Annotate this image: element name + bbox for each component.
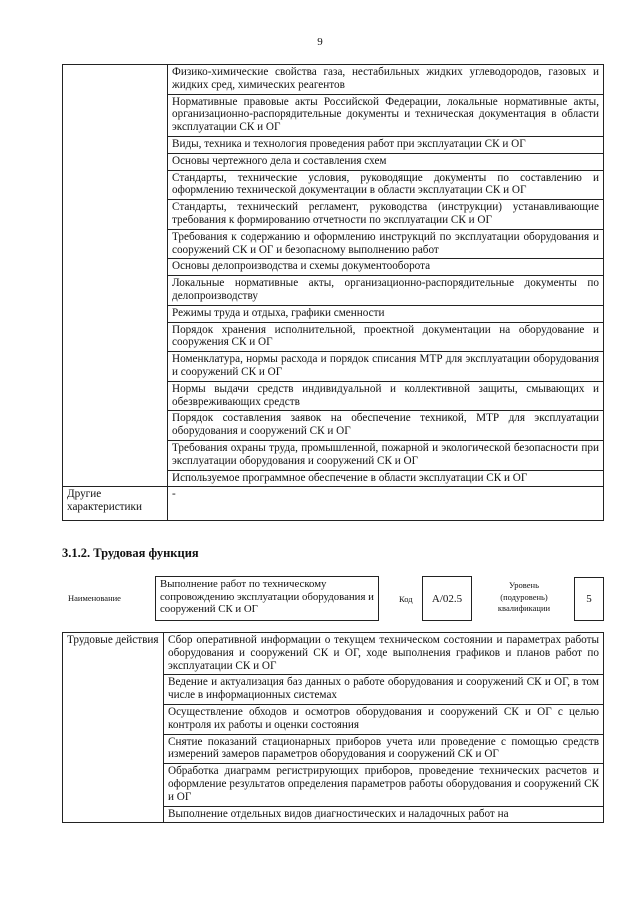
table-cell: Требования к содержанию и оформлению инструкций по эксплуатации оборудования и сооружений СК и ОГ и безопасному выполнению работ	[168, 229, 604, 259]
table-cell: Стандарты, технические условия, руководящие документы по составлению и оформлению технической документации в области эксплуатации СК и ОГ	[168, 170, 604, 200]
table-cell: Номенклатура, нормы расхода и порядок списания МТР для эксплуатации оборудования и сооружений СК и ОГ	[168, 352, 604, 382]
table-row	[63, 440, 604, 470]
table-row	[63, 633, 604, 675]
other-characteristics-value: -	[168, 487, 604, 521]
table-cell: Режимы труда и отдыха, графики сменности	[168, 305, 604, 322]
table-cell: Осуществление обходов и осмотров оборудования и сооружений СК и ОГ с целью контроля их работы и оценки состояния	[164, 704, 604, 734]
table-cell: Обработка диаграмм регистрирующих приборов, проведение технических расчетов и оформление результатов определения параметров работы оборудования и сооружений СК и ОГ	[164, 764, 604, 806]
table-row	[63, 229, 604, 259]
table-row	[63, 322, 604, 352]
qualification-level-label: Уровень (подуровень) квалификации	[497, 580, 551, 613]
labor-actions-table	[62, 632, 604, 823]
function-name-box: Выполнение работ по техническому сопровождению эксплуатации оборудования и сооружений СК и ОГ	[155, 576, 379, 621]
table-cell: Выполнение отдельных видов диагностических и наладочных работ на	[164, 806, 604, 823]
table-cell: Сбор оперативной информации о текущем техническом состоянии и параметрах работы оборудования и сооружений СК и ОГ, ходе выполнения графиков и планов работ по эксплуатации СК и ОГ	[164, 633, 604, 675]
table-cell: Ведение и актуализация баз данных о работе оборудования и сооружений СК и ОГ, в том числе в информационных системах	[164, 675, 604, 705]
table-cell: Стандарты, технический регламент, руководства (инструкции) устанавливающие требования к формированию отчетности по эксплуатации СК и ОГ	[168, 200, 604, 230]
table-row	[63, 381, 604, 411]
table-row	[63, 65, 604, 95]
table-cell: Основы чертежного дела и составления схем	[168, 153, 604, 170]
code-box: A/02.5	[422, 576, 472, 621]
table-row	[63, 136, 604, 153]
table-cell: Используемое программное обеспечение в области эксплуатации СК и ОГ	[168, 470, 604, 487]
table-row	[63, 170, 604, 200]
table-row	[63, 259, 604, 276]
table-row	[63, 200, 604, 230]
qualification-level-box: 5	[574, 577, 604, 621]
table-cell: Требования охраны труда, промышленной, пожарной и экологической безопасности при эксплуатации оборудования и сооружений СК и ОГ	[168, 440, 604, 470]
table-cell: Физико-химические свойства газа, нестабильных жидких углеводородов, газовых и жидких сред, химических реагентов	[168, 65, 604, 95]
name-label: Наименование	[68, 593, 121, 603]
table-row	[63, 352, 604, 382]
table-cell: Нормы выдачи средств индивидуальной и коллективной защиты, смывающих и обезвреживающих средств	[168, 381, 604, 411]
table-cell: Виды, техника и технология проведения работ при эксплуатации СК и ОГ	[168, 136, 604, 153]
other-characteristics-label: Другие характеристики	[63, 487, 168, 521]
table-row	[63, 94, 604, 136]
page-number: 9	[317, 36, 323, 48]
table-cell: Снятие показаний стационарных приборов учета или проведение с помощью средств измерений замеров параметров оборудования и сооружений СК и ОГ	[164, 734, 604, 764]
table-cell: Порядок хранения исполнительной, проектной документации на оборудование и сооружения СК и ОГ	[168, 322, 604, 352]
section-heading: 3.1.2. Трудовая функция	[62, 546, 199, 560]
table-cell: Локальные нормативные акты, организационно-распорядительные документы по делопроизводству	[168, 276, 604, 306]
table-row	[63, 153, 604, 170]
required-knowledge-table	[62, 64, 604, 521]
other-characteristics-row	[63, 487, 604, 521]
table-row	[63, 276, 604, 306]
table-cell: Нормативные правовые акты Российской Федерации, локальные нормативные акты, организационно-распорядительные документы и техническая документация в области эксплуатации СК и ОГ	[168, 94, 604, 136]
labor-actions-label: Трудовые действия	[63, 633, 164, 823]
table-row	[63, 411, 604, 441]
table-cell: Порядок составления заявок на обеспечение техникой, МТР для эксплуатации оборудования и сооружений СК и ОГ	[168, 411, 604, 441]
table-cell: Основы делопроизводства и схемы документооборота	[168, 259, 604, 276]
code-label: Код	[399, 594, 413, 604]
table-row	[63, 470, 604, 487]
table-row	[63, 305, 604, 322]
